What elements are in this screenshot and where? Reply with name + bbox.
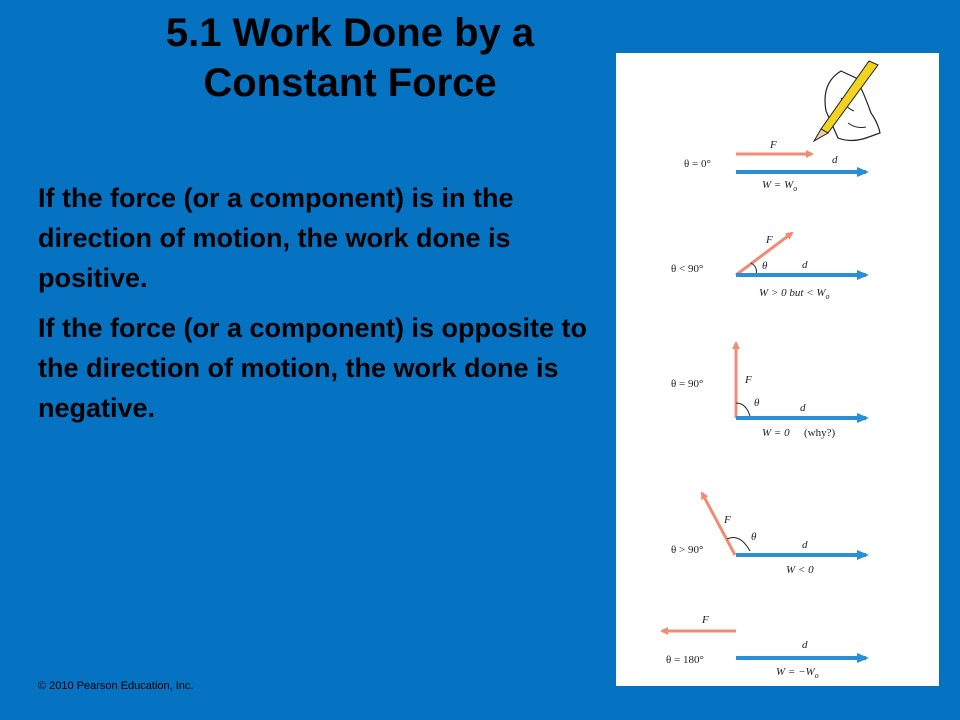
case-3-theta-label: θ (751, 531, 757, 543)
case-2-angle-label: θ = 90° (671, 378, 704, 390)
case-theta-180 (662, 614, 866, 680)
slide-title (40, 8, 660, 108)
case-2-work-label: W = 0 (762, 427, 790, 439)
case-2-why-note: (why?) (804, 427, 836, 439)
case-3-angle-label: θ > 90° (671, 544, 704, 556)
title-line-2: Constant Force (203, 61, 497, 105)
case-0-angle-label: θ = 0° (684, 158, 711, 170)
case-1-theta-label: θ (762, 260, 768, 272)
case-4-angle-label: θ = 180° (666, 654, 704, 666)
work-angle-figure (616, 53, 939, 686)
case-4-force-label: F (702, 614, 709, 626)
case-theta-90 (671, 343, 866, 439)
case-4-work-label: $W = -W_o$ (776, 666, 819, 680)
case-2-angle-arc (736, 403, 750, 416)
copyright-notice: © 2010 Pearson Education, Inc. (38, 680, 194, 692)
case-3-disp-label: d (802, 539, 808, 551)
case-2-theta-label: θ (754, 397, 760, 409)
case-0-work-label: $W = W_o$ (762, 179, 798, 193)
case-0-force-label: F (770, 139, 777, 151)
title-line-1: 5.1 Work Done by a (165, 11, 535, 55)
paragraph-positive-work: If the force (or a component) is in the direction of motion, the work done is positive. (38, 183, 514, 293)
paragraph-negative-work: If the force (or a component) is opposite to the direction of motion, the work done is negative. (38, 313, 588, 423)
case-1-force-label: F (766, 234, 773, 246)
case-theta-lt-90 (671, 233, 866, 301)
case-theta-gt-90 (671, 493, 866, 576)
case-theta-0 (684, 139, 866, 193)
case-1-work-label: W > 0 but < $W_o$ (759, 287, 830, 301)
case-3-work-label: W < 0 (786, 564, 814, 576)
slide-body (38, 178, 598, 438)
case-2-disp-label: d (800, 402, 806, 414)
case-3-force-label: F (724, 514, 731, 526)
case-2-force-label: F (745, 374, 752, 386)
case-4-disp-label: d (802, 639, 808, 651)
case-1-angle-label: θ < 90° (671, 263, 704, 275)
case-1-disp-label: d (802, 259, 808, 271)
case-0-disp-label: d (832, 154, 838, 166)
hand-pencil-illustration (814, 61, 880, 141)
work-angle-diagram (616, 53, 939, 686)
